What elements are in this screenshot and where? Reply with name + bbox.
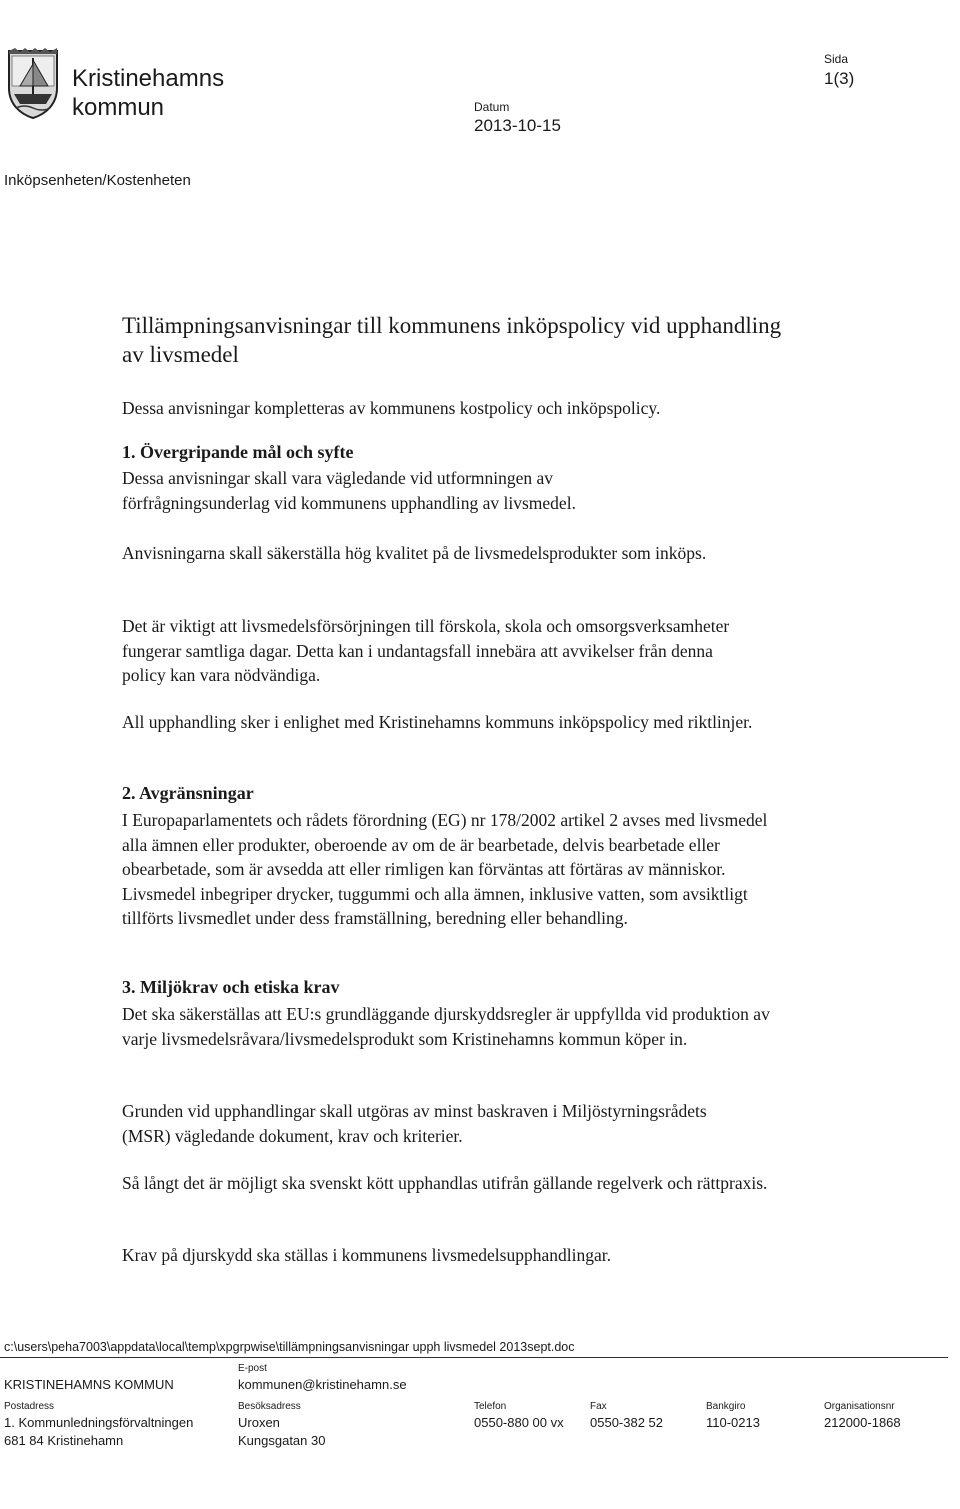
footer-bankgiro: 110-0213 xyxy=(706,1415,760,1430)
section-2-paragraph-1: I Europaparlamentets och rådets förordning (EG) nr 178/2002 artikel 2 avses med livsmedel alla ämnen eller produkter, oberoende av om de är bearbetade, delvis bearbetade eller obearbetade, som är avsedda att eller rimligen kan förväntas att förtäras av människor. Livsmedel inbegriper drycker, tuggummi och alla ämnen, inklusive vatten, som avsiktligt tillförts livsmedlet under dess framställning, beredning eller behandling. xyxy=(122,810,768,928)
section-3-paragraph-3: Så långt det är möjligt ska svenskt kött upphandlas utifrån gällande regelverk och rättpraxis. xyxy=(122,1173,768,1193)
department: Inköpsenheten/Kostenheten xyxy=(4,172,191,189)
footer-email: kommunen@kristinehamn.se xyxy=(238,1377,407,1392)
page-label: Sida xyxy=(824,52,849,66)
section-1-heading: 1. Övergripande mål och syfte xyxy=(122,442,354,462)
footer-visit-label: Besöksadress xyxy=(238,1401,301,1412)
footer-postal-line2: 681 84 Kristinehamn xyxy=(4,1433,124,1448)
section-1-paragraph-1: Dessa anvisningar skall vara vägledande vid utformningen av förfrågningsunderlag vid kommunens upphandling av livsmedel. xyxy=(122,468,576,513)
section-2-heading: 2. Avgränsningar xyxy=(122,783,254,803)
date-value: 2013-10-15 xyxy=(474,116,561,135)
footer-bankgiro-label: Bankgiro xyxy=(706,1401,746,1412)
section-3-paragraph-2: Grunden vid upphandlingar skall utgöras av minst baskraven i Miljöstyrningsrådets (MSR) vägledande dokument, krav och kriterier. xyxy=(122,1101,707,1146)
footer-orgnr-label: Organisationsnr xyxy=(824,1401,895,1412)
page-number-block xyxy=(824,52,854,89)
footer-organization: KRISTINEHAMNS KOMMUN xyxy=(4,1377,174,1392)
footer-fax: 0550-382 52 xyxy=(590,1415,664,1430)
section-1-paragraph-3: Det är viktigt att livsmedelsförsörjningen till förskola, skola och omsorgsverksamheter fungerar samtliga dagar. Detta kan i undantagsfall innebära att avvikelser från denna policy kan vara nödvändiga. xyxy=(122,616,730,685)
footer-divider xyxy=(0,1357,948,1358)
footer-fax-label: Fax xyxy=(590,1401,607,1412)
date-block xyxy=(474,100,561,136)
document-title: Tillämpningsanvisningar till kommunens inköpspolicy vid upphandling av livsmedel xyxy=(122,313,782,367)
footer-phone-label: Telefon xyxy=(474,1401,507,1412)
section-3-paragraph-4: Krav på djurskydd ska ställas i kommunens livsmedelsupphandlingar. xyxy=(122,1245,611,1265)
footer-orgnr: 212000-1868 xyxy=(824,1415,901,1430)
page-value: 1(3) xyxy=(824,69,855,88)
intro-paragraph: Dessa anvisningar kompletteras av kommunens kostpolicy och inköpspolicy. xyxy=(122,398,661,418)
section-3-paragraph-1: Det ska säkerställas att EU:s grundläggande djurskyddsregler är uppfyllda vid produktion av varje livsmedelsråvara/livsmedelsprodukt som Kristinehamns kommun köper in. xyxy=(122,1004,770,1049)
organization-name-line2: kommun xyxy=(72,94,165,121)
coat-of-arms-logo-icon xyxy=(6,48,60,120)
organization-name-line1: Kristinehamns xyxy=(72,65,225,92)
footer-postal-line1: 1. Kommunledningsförvaltningen xyxy=(4,1415,194,1430)
section-1-paragraph-4: All upphandling sker i enlighet med Kristinehamns kommuns inköpspolicy med riktlinjer. xyxy=(122,712,753,732)
section-3-heading: 3. Miljökrav och etiska krav xyxy=(122,977,340,997)
footer-postal-label: Postadress xyxy=(4,1401,55,1412)
footer-visit-line2: Kungsgatan 30 xyxy=(238,1433,326,1448)
footer-phone: 0550-880 00 vx xyxy=(474,1415,564,1430)
footer-visit-line1: Uroxen xyxy=(238,1415,280,1430)
section-1-paragraph-2: Anvisningarna skall säkerställa hög kvalitet på de livsmedelsprodukter som inköps. xyxy=(122,543,707,563)
footer-email-label: E-post xyxy=(238,1363,267,1374)
footer-file-path: c:\users\peha7003\appdata\local\temp\xpgrpwise\tillämpningsanvisningar upph livsmedel 2013sept.doc xyxy=(4,1340,575,1354)
organization-name xyxy=(72,64,224,122)
date-label: Datum xyxy=(474,100,510,114)
